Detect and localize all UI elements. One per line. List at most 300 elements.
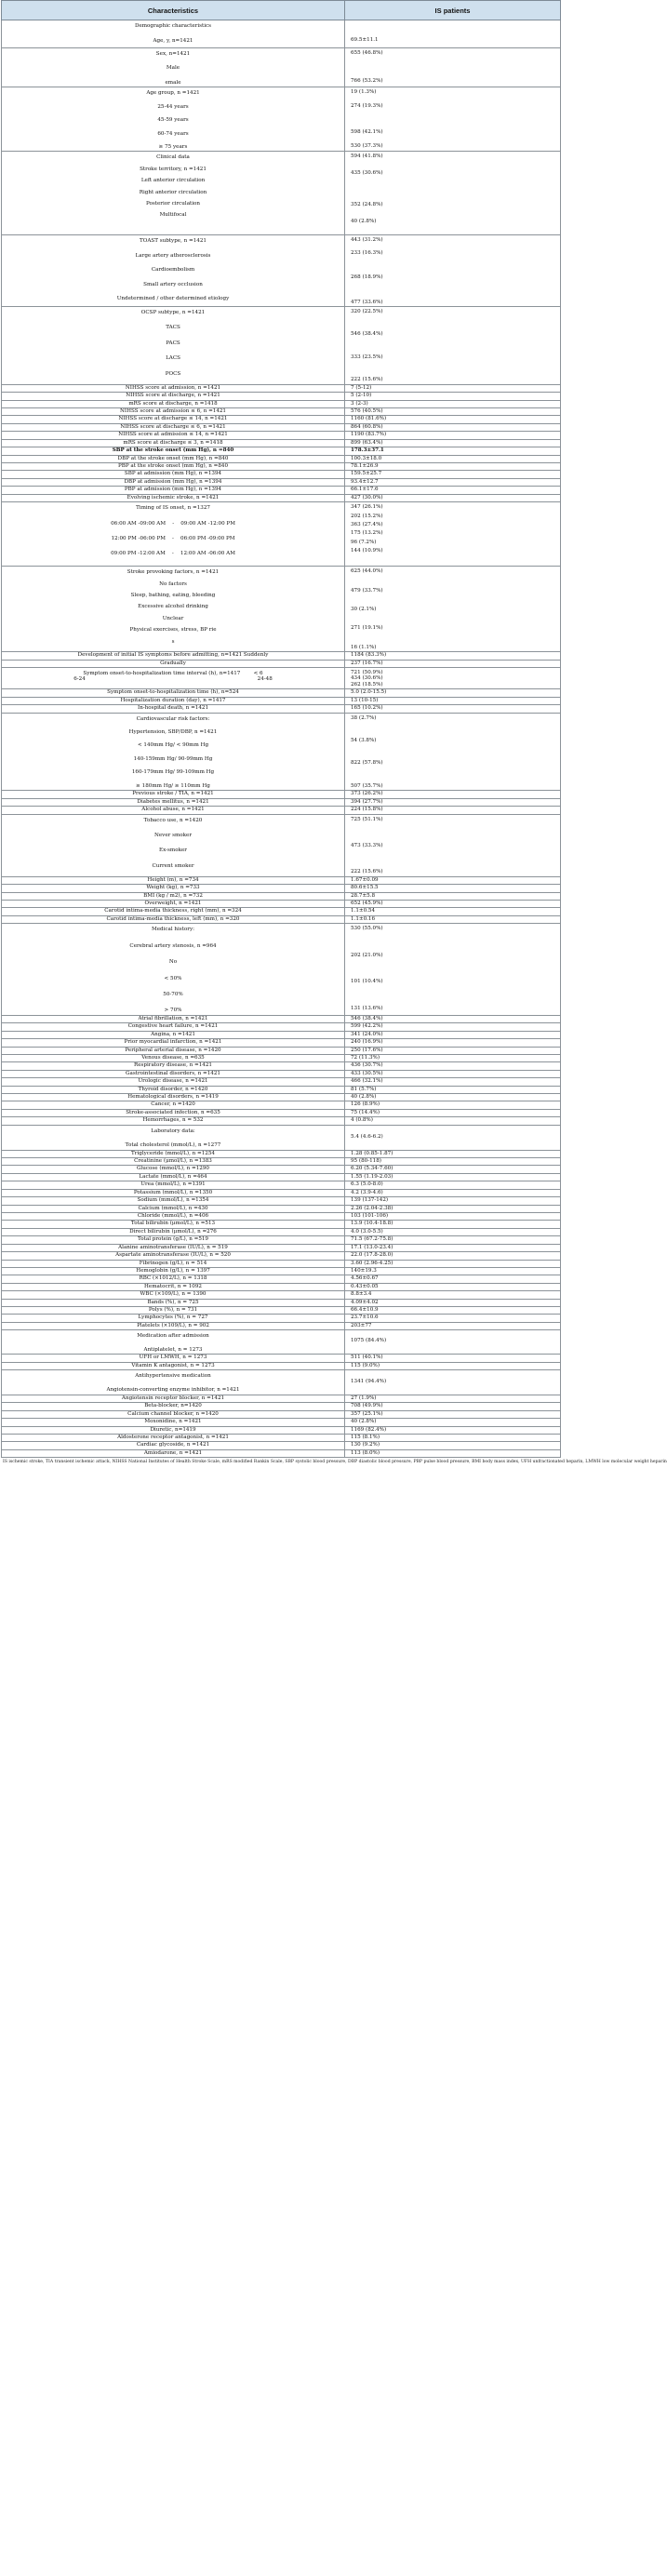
table-row <box>2 1039 561 1047</box>
characteristic-cell <box>2 1252 345 1260</box>
value-cell <box>345 1109 561 1116</box>
table-row <box>2 1212 561 1220</box>
table-row <box>2 87 561 152</box>
table-row <box>2 791 561 798</box>
characteristic-line: Urologic disease, n =1421 <box>138 1078 208 1085</box>
characteristic-line: No <box>168 959 178 966</box>
value-cell <box>345 1244 561 1251</box>
table-row <box>2 798 561 806</box>
value-cell <box>345 1189 561 1196</box>
value-line: 274 (19.3%) <box>351 102 383 109</box>
table-row <box>2 660 561 667</box>
table-footnote: IS ischemic stroke, TIA transient ischemic attack, NIHSS National Institutes of Health Stroke Scale, mRS modified Rankin Scale, SBP systolic blood pressure, DBP diastolic blood pressure, PBP pulse blood pressure, BMI body mass index, UFH unfractionated heparin, LMWH low molecular weight heparin <box>3 1460 667 1465</box>
value-line: 131 (13.6%) <box>351 1005 383 1011</box>
characteristic-line: Hematocrit, n = 1092 <box>144 1283 202 1289</box>
characteristic-cell <box>2 1403 345 1410</box>
value-line <box>351 320 558 326</box>
table-row <box>2 892 561 900</box>
value-line: 434 (30.6%) <box>351 675 383 682</box>
value-line: 66.4±10.9 <box>351 1307 379 1314</box>
characteristic-cell <box>2 1015 345 1022</box>
value-line: 721 (50.9%) <box>351 670 383 676</box>
characteristic-line: Gastrointestinal disorders, n =1421 <box>126 1070 220 1076</box>
characteristic-line: WBC (×109/L), n = 1390 <box>140 1291 207 1298</box>
value-cell <box>345 439 561 447</box>
characteristic-line: Never smoker <box>153 832 193 838</box>
table-row <box>2 705 561 713</box>
characteristic-line: Tobacco use, n =1420 <box>143 817 203 823</box>
characteristic-line: Hematological disorders, n =1419 <box>127 1094 219 1101</box>
value-line: 144 (10.9%) <box>351 548 383 554</box>
value-cell <box>345 502 561 567</box>
table-row <box>2 1150 561 1157</box>
characteristic-cell <box>2 1330 345 1355</box>
characteristic-cell <box>2 494 345 501</box>
value-cell <box>345 1054 561 1061</box>
value-line: 40 (2.8%) <box>351 218 377 224</box>
table-row <box>2 1395 561 1402</box>
value-cell <box>345 1307 561 1315</box>
characteristic-cell <box>2 447 345 455</box>
value-line: 357 (25.1%) <box>351 1410 383 1417</box>
value-cell <box>345 1236 561 1244</box>
characteristic-cell <box>2 1449 345 1457</box>
characteristic-line: Excessive alcohol drinking <box>138 604 208 610</box>
table-row <box>2 1125 561 1150</box>
characteristic-cell <box>2 432 345 439</box>
value-line <box>351 727 558 732</box>
value-line: 1.67±0.09 <box>351 876 379 883</box>
characteristic-line: Development of initial IS symptoms before admitting, n=1421 Suddenly <box>77 652 269 659</box>
characteristic-line: 6-24 24-48 <box>73 676 273 683</box>
value-cell <box>345 1015 561 1022</box>
value-line: 507 (35.7%) <box>351 782 383 789</box>
characteristic-cell <box>2 1205 345 1212</box>
value-line: 1184 (83.3%) <box>351 652 387 659</box>
value-line: 27 (1.9%) <box>351 1395 377 1401</box>
value-cell <box>345 791 561 798</box>
characteristic-line: Medical history: <box>151 927 195 933</box>
characteristic-cell <box>2 1054 345 1061</box>
value-line: 8.8±3.4 <box>351 1291 372 1298</box>
table-row <box>2 1078 561 1086</box>
value-cell <box>345 1197 561 1205</box>
table-row <box>2 1283 561 1290</box>
value-cell <box>345 807 561 814</box>
characteristic-line: RBC (×1012/L), n = 1318 <box>139 1275 207 1282</box>
characteristic-line: Hospitalization duration (day), n =1417 <box>120 697 226 703</box>
value-cell <box>345 1403 561 1410</box>
table-row <box>2 713 561 791</box>
value-cell <box>345 915 561 923</box>
value-line: 766 (53.2%) <box>351 78 383 85</box>
characteristic-cell <box>2 455 345 462</box>
characteristic-line: Atrial fibrillation, n =1421 <box>138 1015 208 1021</box>
characteristic-cell <box>2 1267 345 1275</box>
characteristic-cell <box>2 668 345 689</box>
characteristic-line: UFH or LMWH, n = 1273 <box>139 1355 207 1361</box>
table-row <box>2 393 561 400</box>
value-cell <box>345 1291 561 1299</box>
characteristic-line: Moxonidine, n =1421 <box>144 1419 202 1425</box>
characteristic-line: Laboratory data: <box>151 1128 195 1134</box>
characteristic-line: DBP at admission (mm Hg), n =1394 <box>124 478 222 485</box>
value-line: 28.7±5.8 <box>351 892 376 899</box>
characteristic-cell <box>2 1094 345 1101</box>
characteristic-cell <box>2 487 345 494</box>
characteristic-line: PBP at the stroke onset (mm Hg), n =840 <box>117 462 229 469</box>
table-row <box>2 487 561 494</box>
value-line: 113 (8.0%) <box>351 1449 380 1456</box>
value-line: 599 (42.2%) <box>351 1023 383 1030</box>
characteristic-cell <box>2 1307 345 1315</box>
value-line: 530 (37.3%) <box>351 142 383 149</box>
characteristic-line: Thyroid disorder, n =1420 <box>138 1086 208 1092</box>
characteristic-line: Amiodarone, n =1421 <box>143 1449 203 1456</box>
table-row <box>2 494 561 501</box>
characteristic-line: OCSP subtype, n =1421 <box>140 310 206 316</box>
value-cell <box>345 1221 561 1228</box>
value-line: 443 (31.2%) <box>351 237 383 244</box>
characteristic-line: Venous disease, n =635 <box>141 1054 205 1061</box>
table-row <box>2 652 561 660</box>
value-line: 511 (40.1%) <box>351 1355 383 1361</box>
characteristic-line: Demographic characteristics <box>134 23 212 29</box>
value-line: 477 (33.6%) <box>351 299 383 305</box>
characteristic-cell <box>2 567 345 652</box>
value-line <box>351 597 558 603</box>
characteristic-line: Age group, n =1421 <box>146 90 200 97</box>
value-cell <box>345 1275 561 1283</box>
header-characteristics: Characteristics <box>2 1 345 20</box>
characteristic-cell <box>2 1362 345 1369</box>
characteristic-line: Potassium (mmol/L), n =1350 <box>133 1189 213 1195</box>
characteristic-line: NIHSS score at admission, n =1421 <box>125 384 221 391</box>
table-row <box>2 1197 561 1205</box>
value-cell <box>345 462 561 470</box>
characteristic-cell <box>2 502 345 567</box>
characteristic-line: Calcium channel blocker, n =1420 <box>127 1410 219 1417</box>
value-cell <box>345 1434 561 1441</box>
value-line: 268 (18.9%) <box>351 274 383 281</box>
characteristic-line: NIHSS score at discharge, n =1421 <box>126 393 220 399</box>
value-line <box>351 635 558 641</box>
table-row <box>2 689 561 697</box>
characteristic-line: < 50% <box>164 975 182 981</box>
value-cell <box>345 1039 561 1047</box>
characteristic-cell <box>2 1150 345 1157</box>
value-line: 262 (18.5%) <box>351 681 383 687</box>
characteristic-line: Symptom onset-to-hospitalization time (h), n=524 <box>107 689 239 696</box>
value-line: 178.3±37.1 <box>351 447 384 454</box>
characteristic-line: Total protein (g/L), n =519 <box>137 1236 208 1243</box>
characteristic-cell <box>2 1117 345 1125</box>
value-line: 546 (38.4%) <box>351 331 383 338</box>
characteristic-line: Lymphocytes (%), n = 727 <box>138 1315 208 1321</box>
table-row <box>2 478 561 486</box>
table-row <box>2 1267 561 1275</box>
characteristic-line: Evolving ischemic stroke, n =1421 <box>127 494 220 501</box>
characteristic-line: 45-59 years <box>157 117 189 124</box>
value-cell <box>345 1031 561 1038</box>
value-cell <box>345 1252 561 1260</box>
value-cell <box>345 455 561 462</box>
value-cell <box>345 652 561 660</box>
value-line: 1.28 (0.85-1.87) <box>351 1150 394 1156</box>
table-row <box>2 1086 561 1093</box>
characteristic-line: Overweight, n =1421 <box>144 901 202 907</box>
characteristic-cell <box>2 1078 345 1086</box>
value-cell <box>345 1158 561 1166</box>
value-cell <box>345 471 561 478</box>
value-cell <box>345 1125 561 1150</box>
characteristic-cell <box>2 1109 345 1116</box>
value-cell <box>345 1260 561 1267</box>
characteristic-line: Gradually <box>160 660 186 666</box>
table-row <box>2 48 561 87</box>
table-row <box>2 1275 561 1283</box>
characteristic-cell <box>2 713 345 791</box>
value-line <box>351 830 558 835</box>
characteristic-line: ≥ 180mm Hg/ ≥ 110mm Hg <box>136 782 210 789</box>
value-line: 822 (57.8%) <box>351 760 383 767</box>
characteristic-cell <box>2 689 345 697</box>
table-row <box>2 1307 561 1315</box>
value-cell <box>345 1449 561 1457</box>
value-cell <box>345 668 561 689</box>
characteristic-cell <box>2 400 345 407</box>
value-cell <box>345 892 561 900</box>
characteristic-cell <box>2 1047 345 1054</box>
table-row <box>2 668 561 689</box>
table-row <box>2 1410 561 1418</box>
characteristic-cell <box>2 885 345 892</box>
value-cell <box>345 1101 561 1109</box>
characteristic-line: emale <box>165 79 181 86</box>
value-line: 93.4±12.7 <box>351 478 379 485</box>
characteristic-cell <box>2 462 345 470</box>
value-cell <box>345 1078 561 1086</box>
value-line: 1075 (84.4%) <box>351 1338 387 1344</box>
value-line: 233 (16.3%) <box>351 249 383 256</box>
table-row <box>2 1228 561 1235</box>
characteristic-line: Diabetes mellitus, n =1421 <box>137 798 209 805</box>
value-line: 139 (137-142) <box>351 1197 389 1204</box>
characteristic-line: Cancer, n =1420 <box>151 1101 195 1108</box>
characteristic-line: Angiotensin receptor blocker, n =1421 <box>121 1395 225 1401</box>
value-line <box>351 366 558 371</box>
table-row <box>2 462 561 470</box>
value-line: 66.1±17.6 <box>351 487 379 493</box>
value-cell <box>345 1228 561 1235</box>
characteristic-cell <box>2 660 345 667</box>
table-row <box>2 235 561 307</box>
value-line: 352 (24.8%) <box>351 202 383 208</box>
value-line: 5.4 (4.6-6.2) <box>351 1133 383 1140</box>
value-line: 240 (16.9%) <box>351 1039 383 1046</box>
value-line: 0.43±0.05 <box>351 1283 379 1289</box>
table-row <box>2 901 561 908</box>
value-cell <box>345 1330 561 1355</box>
characteristic-line: 09:00 PM -12:00 AM - 12:00 AM -06:00 AM <box>111 551 235 557</box>
table-row <box>2 876 561 884</box>
value-cell <box>345 432 561 439</box>
characteristic-cell <box>2 697 345 704</box>
characteristic-line: 25-44 years <box>157 103 189 110</box>
value-cell <box>345 1117 561 1125</box>
value-cell <box>345 1419 561 1426</box>
value-cell <box>345 1086 561 1093</box>
characteristic-cell <box>2 1442 345 1449</box>
value-line <box>351 579 558 584</box>
value-cell <box>345 1166 561 1173</box>
characteristic-cell <box>2 1244 345 1251</box>
value-line: 16 (1.1%) <box>351 644 377 650</box>
value-line: 19 (1.3%) <box>351 89 377 96</box>
characteristic-cell <box>2 1228 345 1235</box>
characteristic-cell <box>2 235 345 307</box>
characteristic-cell <box>2 1299 345 1306</box>
characteristic-line: POCS <box>165 370 181 377</box>
value-line: 4.0 (3.0-5.5) <box>351 1228 383 1235</box>
characteristic-line: Hemorrhages, n = 532 <box>142 1117 204 1124</box>
value-cell <box>345 1322 561 1329</box>
value-line: 75 (14.4%) <box>351 1109 380 1115</box>
characteristic-cell <box>2 876 345 884</box>
characteristic-line: Medication after admission <box>137 1333 209 1340</box>
value-line: 6.3 (5.0-8.0) <box>351 1181 383 1188</box>
value-line: 115 (8.1%) <box>351 1434 380 1440</box>
value-line: 4.09±4.02 <box>351 1299 379 1305</box>
value-line: 5.0 (2.0-15.5) <box>351 689 387 696</box>
value-line: 1341 (94.4%) <box>351 1378 387 1384</box>
characteristic-cell <box>2 1197 345 1205</box>
value-line <box>351 749 558 754</box>
characteristic-line: Sex, n=1421 <box>155 51 191 57</box>
characteristic-line: DBP at the stroke onset (mm Hg), n =840 <box>117 455 229 461</box>
characteristic-line: Alanine aminotransferase (IU/L), n = 519 <box>118 1244 228 1250</box>
characteristic-line: Direct bilirubin (μmol/L), n =276 <box>129 1228 217 1235</box>
table-row <box>2 908 561 915</box>
characteristic-line: PACS <box>166 340 180 346</box>
table-row <box>2 567 561 652</box>
characteristic-line: 140-159mm Hg/ 90-99mm Hg <box>133 755 213 762</box>
table-row <box>2 1426 561 1434</box>
table-row <box>2 1109 561 1116</box>
characteristic-line: SBP at the stroke onset (mm Hg), n =840 <box>112 447 234 454</box>
characteristic-cell <box>2 791 345 798</box>
value-line <box>351 262 558 268</box>
characteristic-line: Weight (kg), n =733 <box>146 885 200 891</box>
value-cell <box>345 152 561 235</box>
value-cell <box>345 1212 561 1220</box>
value-cell <box>345 1426 561 1434</box>
value-line: 40 (2.8%) <box>351 1094 377 1101</box>
characteristic-cell <box>2 1426 345 1434</box>
value-cell <box>345 924 561 1016</box>
value-cell <box>345 901 561 908</box>
characteristic-line: Small artery occlusion <box>143 281 203 287</box>
table-row <box>2 1252 561 1260</box>
table-row <box>2 432 561 439</box>
value-line: 130 (9.2%) <box>351 1442 380 1448</box>
value-line <box>351 343 558 349</box>
table-row <box>2 1023 561 1031</box>
table-row <box>2 1205 561 1212</box>
characteristic-cell <box>2 393 345 400</box>
value-line: 899 (63.4%) <box>351 439 383 446</box>
characteristic-line: Timing of IS onset, n =1327 <box>136 505 210 512</box>
characteristic-cell <box>2 901 345 908</box>
value-line: 237 (16.7%) <box>351 660 383 666</box>
characteristic-line: Sodium (mmol/L), n =1354 <box>137 1197 209 1204</box>
table-row <box>2 20 561 48</box>
characteristic-line: In-hospital death, n =1421 <box>138 705 208 712</box>
characteristic-line: Total bilirubin (μmol/L), n =513 <box>130 1221 216 1227</box>
value-line: 224 (15.8%) <box>351 807 383 813</box>
table-row <box>2 1015 561 1022</box>
characteristic-cell <box>2 384 345 392</box>
characteristic-cell <box>2 1434 345 1441</box>
value-line: 81 (5.7%) <box>351 1086 377 1092</box>
value-line: 78.1±26.9 <box>351 462 379 469</box>
value-line: 115 (9.0%) <box>351 1362 380 1368</box>
characteristic-cell <box>2 48 345 87</box>
value-cell <box>345 689 561 697</box>
table-row <box>2 1158 561 1166</box>
value-line: 1.55 (1.19-2.03) <box>351 1173 394 1180</box>
value-cell <box>345 1315 561 1322</box>
value-line: 250 (17.6%) <box>351 1047 383 1053</box>
characteristic-cell <box>2 471 345 478</box>
characteristic-line: Clinical data <box>156 154 190 161</box>
value-cell <box>345 1150 561 1157</box>
value-line: 466 (32.1%) <box>351 1078 383 1085</box>
table-row <box>2 1189 561 1196</box>
characteristic-line: Congestive heart failure, n =1421 <box>127 1023 219 1030</box>
characteristic-cell <box>2 814 345 876</box>
value-cell <box>345 1181 561 1189</box>
characteristic-line: Platelets (×109/L), n = 902 <box>137 1322 209 1328</box>
characteristic-line: Urea (mmol/L), n =1391 <box>140 1181 206 1188</box>
characteristic-line: Current smoker <box>152 862 194 869</box>
value-line: 333 (23.5%) <box>351 354 383 360</box>
value-cell <box>345 384 561 392</box>
value-cell <box>345 1023 561 1031</box>
value-line: 165 (10.2%) <box>351 705 383 712</box>
characteristic-line: TOAST subtype, n =1421 <box>140 238 207 245</box>
characteristic-line: Antihypertensive medication <box>135 1372 211 1379</box>
value-cell <box>345 567 561 652</box>
characteristic-cell <box>2 1070 345 1077</box>
value-line: 222 (15.6%) <box>351 377 383 383</box>
characteristic-line: Aspartate aminotransferase (IU/L), n = 520 <box>115 1252 231 1259</box>
table-row <box>2 384 561 392</box>
characteristic-line: Stroke territory, n =1421 <box>140 166 207 172</box>
characteristic-cell <box>2 798 345 806</box>
table-row <box>2 1062 561 1070</box>
value-cell <box>345 235 561 307</box>
characteristic-cell <box>2 1101 345 1109</box>
characteristic-cell <box>2 87 345 152</box>
characteristic-cell <box>2 478 345 486</box>
characteristic-line: Angina, n =1421 <box>151 1031 195 1037</box>
characteristic-line: Ex-smoker <box>159 848 187 854</box>
value-line: 4.56±0.67 <box>351 1275 379 1282</box>
value-line <box>351 772 558 778</box>
table-row <box>2 1291 561 1299</box>
value-line <box>351 940 558 945</box>
